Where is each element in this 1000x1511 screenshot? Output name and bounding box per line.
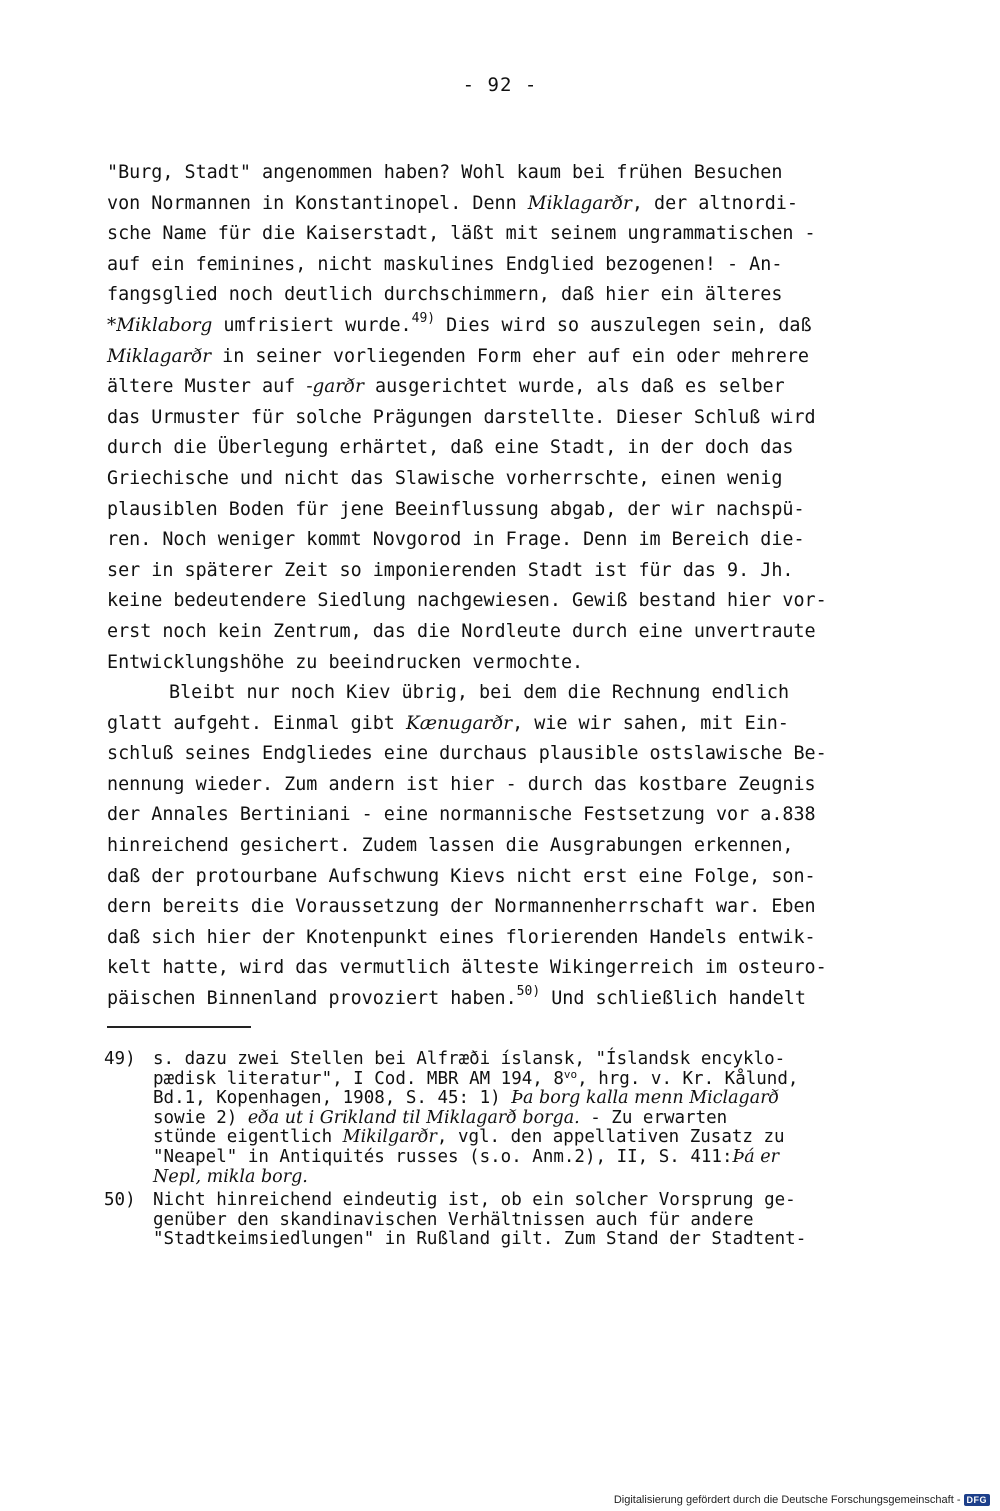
footnote-mark: 50) (104, 1190, 136, 1211)
text-span: ren. Noch weniger kommt Novgorod in Frage. Denn im Bereich die- (107, 529, 805, 551)
text-span: ausgerichtet wurde, als daß es selber (363, 376, 785, 398)
text-line (107, 739, 907, 770)
text-span: das Urmuster für solche Prägungen darstellte. Dieser Schluß wird (107, 406, 816, 428)
text-span: sche Name für die Kaiserstadt, läßt mit seinem ungrammatischen - (107, 223, 816, 245)
text-line (107, 800, 907, 831)
footnote-line (153, 1211, 914, 1231)
footnote-line (153, 1191, 914, 1211)
text-line (107, 923, 907, 954)
italic-term: Kænugarðr (405, 712, 513, 734)
text-span: dern bereits die Voraussetzung der Normannenherrschaft war. Eben (107, 896, 816, 918)
footnote-line (153, 1050, 914, 1070)
italic-term: Miklagarðr (527, 192, 632, 214)
text-line (107, 586, 907, 617)
text-line (107, 770, 907, 801)
text-span: s. dazu zwei Stellen bei Alfræði íslansk, "Íslandsk encyklo- (153, 1049, 786, 1069)
text-line (107, 372, 907, 403)
text-span: kelt hatte, wird das vermutlich älteste Wikingerreich im osteuro- (107, 957, 827, 979)
text-line (107, 709, 907, 740)
text-line (107, 495, 907, 526)
text-span: Griechische und nicht das Slawische vorherrschte, einen wenig (107, 467, 783, 489)
footnote-line (153, 1148, 914, 1168)
superscript: vo (563, 1067, 578, 1081)
footnote-line (153, 1089, 914, 1109)
text-span: keine bedeutendere Siedlung nachgewiesen. Gewiß bestand hier vor- (107, 590, 827, 612)
text-span: pædisk literatur", I Cod. MBR AM 194, 8 (153, 1068, 564, 1089)
text-line (107, 280, 907, 311)
credit-text: Digitalisierung gefördert durch die Deutsche Forschungsgemeinschaft - (613, 1494, 961, 1506)
body-text (107, 158, 907, 1015)
text-line (107, 831, 907, 862)
text-line (107, 250, 907, 281)
text-span: Dies wird so auszulegen sein, daß (435, 314, 812, 336)
text-line (107, 189, 907, 220)
text-span: päischen Binnenland provoziert haben. (107, 988, 517, 1010)
text-span: daß sich hier der Knotenpunkt eines florierenden Handels entwik- (107, 926, 816, 948)
text-span: Und schließlich handelt (540, 988, 806, 1010)
text-line (107, 158, 907, 189)
text-line (107, 617, 907, 648)
text-span: "Neapel" in Antiquités russes (s.o. Anm.2), II, S. 411: (153, 1146, 733, 1167)
text-span: der Annales Bertiniani - eine normannische Festsetzung vor a.838 (107, 804, 816, 826)
text-line (107, 219, 907, 250)
italic-term: *Miklaborg (107, 314, 213, 336)
footnote-line (153, 1168, 914, 1188)
italic-quote: Þá er (732, 1146, 780, 1167)
text-span: "Stadtkeimsiedlungen" in Rußland gilt. Zum Stand der Stadtent- (153, 1229, 807, 1250)
text-span: daß der protourbane Aufschwung Kievs nicht erst eine Folge, son- (107, 865, 816, 887)
text-span: stünde eigentlich (153, 1127, 343, 1148)
footnote-line (153, 1230, 914, 1250)
text-span: auf ein feminines, nicht maskulines Endglied bezogenen! - An- (107, 253, 783, 275)
digitization-credit (614, 1494, 990, 1506)
text-span: plausiblen Boden für jene Beeinflussung abgab, der wir nachspü- (107, 498, 805, 520)
italic-quote: Þa borg kalla menn Miclagarð (511, 1088, 780, 1109)
footnote-ref-50[interactable]: 50) (516, 984, 541, 1000)
text-span: fangsglied noch deutlich durchschimmern, daß hier ein älteres (107, 284, 783, 306)
text-span: glatt aufgeht. Einmal gibt (107, 712, 406, 734)
text-line (107, 556, 907, 587)
text-line (107, 311, 907, 342)
text-span: Bd.1, Kopenhagen, 1908, S. 45: 1) (153, 1088, 512, 1109)
footnote-text (153, 1191, 914, 1250)
text-line (107, 433, 907, 464)
footnote-mark: 49) (104, 1049, 136, 1069)
text-line (107, 464, 907, 495)
text-span: sowie 2) (153, 1107, 248, 1128)
text-line (107, 648, 907, 679)
text-span: Nicht hinreichend eindeutig ist, ob ein solcher Vorsprung ge- (153, 1190, 796, 1211)
footnote-line (153, 1109, 914, 1129)
text-span: , vgl. den appellativen Zusatz zu (436, 1127, 785, 1148)
text-span: nennung wieder. Zum andern ist hier - durch das kostbare Zeugnis (107, 773, 816, 795)
text-span: Bleibt nur noch Kiev übrig, bei dem die Rechnung endlich (169, 682, 790, 704)
text-line (107, 953, 907, 984)
text-span: ser in späterer Zeit so imponierenden Stadt ist für das 9. Jh. (107, 559, 794, 581)
footnote-divider (107, 1026, 251, 1028)
text-span: - Zu erwarten (579, 1107, 728, 1128)
page-number: - 92 - (462, 74, 538, 96)
italic-term: -garðr (306, 376, 364, 398)
text-span: genüber den skandinavischen Verhältnissen auch für andere (153, 1209, 754, 1230)
italic-quote: eða ut i Grikland til Miklagarð borga. (247, 1107, 580, 1128)
text-line (107, 403, 907, 434)
text-span: erst noch kein Zentrum, das die Nordleute durch eine unvertraute (107, 620, 816, 642)
text-line (107, 525, 907, 556)
text-span: "Burg, Stadt" angenommen haben? Wohl kaum bei frühen Besuchen (107, 162, 783, 183)
text-line (107, 678, 907, 709)
text-span: von Normannen in Konstantinopel. Denn (107, 192, 528, 214)
text-line (107, 892, 907, 923)
text-span: hinreichend gesichert. Zudem lassen die Ausgrabungen erkennen, (107, 835, 794, 857)
text-span: schluß seines Endgliedes eine durchaus plausible ostslawische Be- (107, 743, 827, 765)
footnote-line (153, 1067, 914, 1090)
dfg-logo: DFG (964, 1494, 991, 1506)
text-line (107, 862, 907, 893)
italic-term: Mikilgarðr (342, 1127, 437, 1148)
text-line (107, 984, 907, 1015)
italic-quote: Nepl, mikla borg. (153, 1166, 308, 1187)
text-span: umfrisiert wurde. (212, 314, 412, 336)
footnotes (104, 1050, 914, 1250)
footnote-ref-49[interactable]: 49) (411, 310, 436, 326)
footnote-50 (104, 1191, 914, 1250)
text-span: Entwicklungshöhe zu beeindrucken vermochte. (107, 651, 584, 673)
text-span: , wie wir sahen, mit Ein- (512, 712, 789, 734)
footnote-line (153, 1128, 914, 1148)
text-span: durch die Überlegung erhärtet, daß eine Stadt, in der doch das (107, 437, 794, 459)
text-span: in seiner vorliegenden Form eher auf ein oder mehrere (211, 345, 810, 367)
text-span: , hrg. v. Kr. Kålund, (577, 1068, 799, 1089)
footnote-49 (104, 1050, 914, 1187)
footnote-text (153, 1050, 914, 1187)
italic-term: Miklagarðr (107, 345, 212, 367)
text-line (107, 342, 907, 373)
text-span: , der altnordi- (631, 192, 798, 214)
text-span: ältere Muster auf (107, 376, 307, 398)
